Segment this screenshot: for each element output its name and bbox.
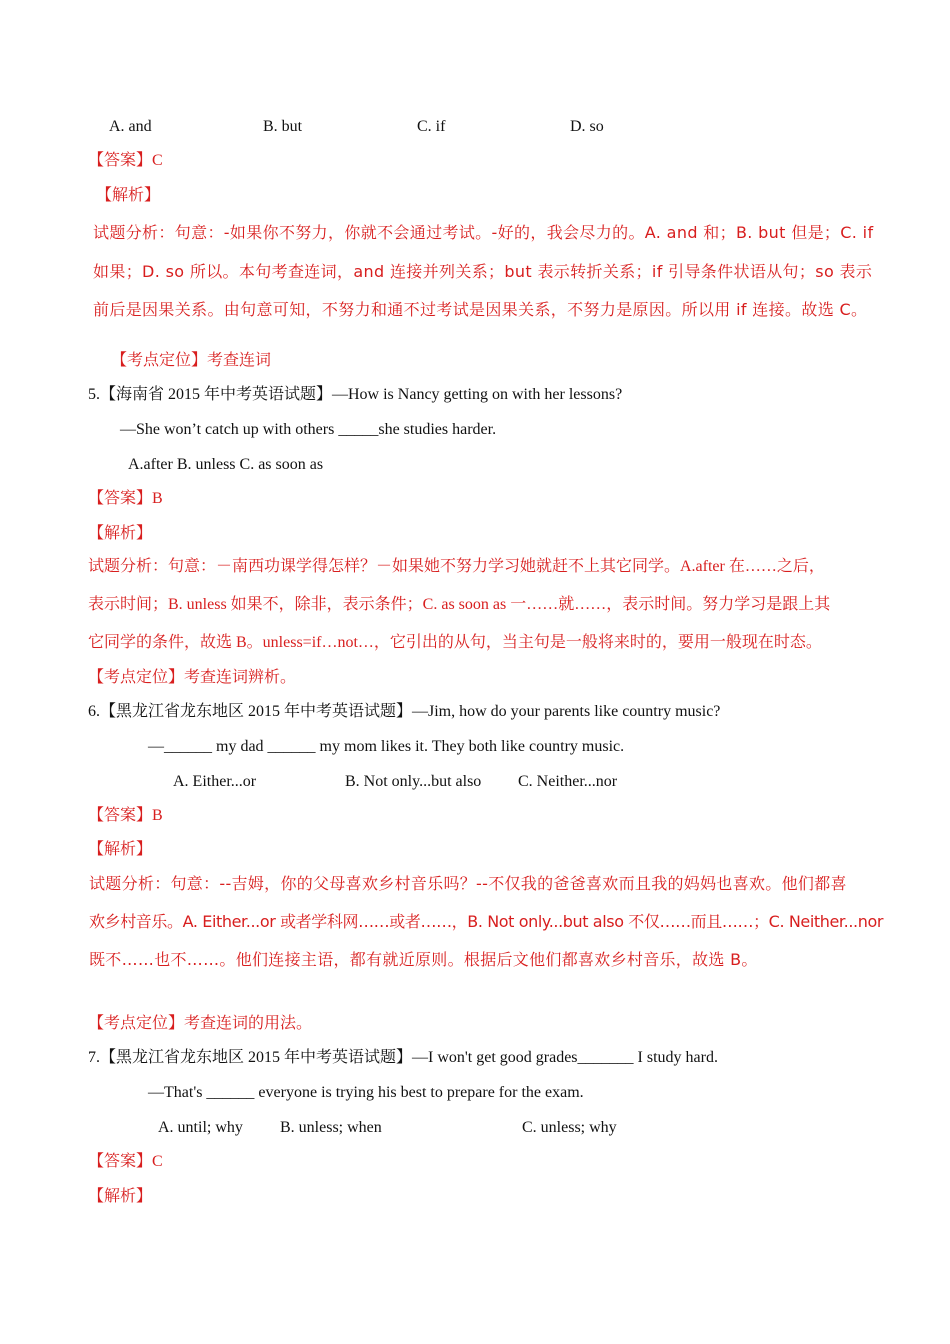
q5-line-2: —She won’t catch up with others _____she studies harder. <box>120 421 497 438</box>
q4-answer: 【答案】C <box>88 152 163 169</box>
q6-option-a: A. Either...or <box>173 773 257 790</box>
q7-answer: 【答案】C <box>88 1153 163 1170</box>
q7-analysis-label: 【解析】 <box>88 1188 153 1205</box>
q5-options: A.after B. unless C. as soon as <box>128 456 324 473</box>
q7-option-b: B. unless; when <box>280 1119 382 1136</box>
q4-analysis-line-1: 试题分析：句意：-如果你不努力，你就不会通过考试。-好的，我会尽力的。A. and 和；B. but 但是；C. if <box>93 223 874 242</box>
q5-analysis-line-2: 表示时间；B. unless 如果不，除非，表示条件；C. as soon as 一……就……，表示时间。努力学习是跟上其 <box>88 596 831 613</box>
q4-analysis-line-3: 前后是因果关系。由句意可知，不努力和通不过考试是因果关系，不努力是原因。所以用 if 连接。故选 C。 <box>93 300 868 319</box>
q6-line-2: —______ my dad ______ my mom likes it. They both like country music. <box>148 738 625 755</box>
q4-option-a: A. and <box>109 118 152 135</box>
q4-option-b: B. but <box>263 118 303 135</box>
q5-answer: 【答案】B <box>88 490 163 507</box>
q7-option-c: C. unless; why <box>522 1119 617 1136</box>
q6-analysis-line-2: 欢乡村音乐。A. Either...or 或者学科网……或者……，B. Not only...but also 不仅……而且……；C. Neither...nor <box>89 912 884 931</box>
q6-question: 6.【黑龙江省龙东地区 2015 年中考英语试题】—Jim, how do your parents like country music? <box>88 703 721 720</box>
q6-answer: 【答案】B <box>88 807 163 824</box>
q6-analysis-line-3: 既不……也不……。他们连接主语，都有就近原则。根据后文他们都喜欢乡村音乐，故选 B。 <box>89 950 758 969</box>
q5-analysis-label: 【解析】 <box>88 525 153 542</box>
q5-analysis-line-3: 它同学的条件，故选 B。unless=if…not…，它引出的从句，当主句是一般将来时的，要用一般现在时态。 <box>88 634 822 651</box>
q6-point: 【考点定位】考查连词的用法。 <box>88 1015 313 1032</box>
q4-analysis-line-2: 如果；D. so 所以。本句考查连词，and 连接并列关系；but 表示转折关系；if 引导条件状语从句；so 表示 <box>93 262 873 281</box>
q6-analysis-line-1: 试题分析：句意：--吉姆，你的父母喜欢乡村音乐吗？--不仅我的爸爸喜欢而且我的妈妈也喜欢。他们都喜 <box>89 874 847 893</box>
q4-option-d: D. so <box>570 118 604 135</box>
q6-option-b: B. Not only...but also <box>345 773 482 790</box>
q7-question: 7.【黑龙江省龙东地区 2015 年中考英语试题】—I won't get good grades_______ I study hard. <box>88 1049 718 1066</box>
q7-option-a: A. until; why <box>158 1119 243 1136</box>
q5-analysis-line-1: 试题分析：句意：－南西功课学得怎样？－如果她不努力学习她就赶不上其它同学。A.after 在……之后， <box>88 558 825 575</box>
q4-analysis-label: 【解析】 <box>96 187 161 204</box>
q7-line-2: —That's ______ everyone is trying his best to prepare for the exam. <box>148 1084 584 1101</box>
q5-point: 【考点定位】考查连词辨析。 <box>88 669 297 686</box>
q6-option-c: C. Neither...nor <box>518 773 618 790</box>
q6-analysis-label: 【解析】 <box>88 841 153 858</box>
q4-option-c: C. if <box>417 118 446 135</box>
q4-point: 【考点定位】考查连词 <box>111 352 272 369</box>
q5-question: 5.【海南省 2015 年中考英语试题】—How is Nancy getting on with her lessons? <box>88 386 623 403</box>
